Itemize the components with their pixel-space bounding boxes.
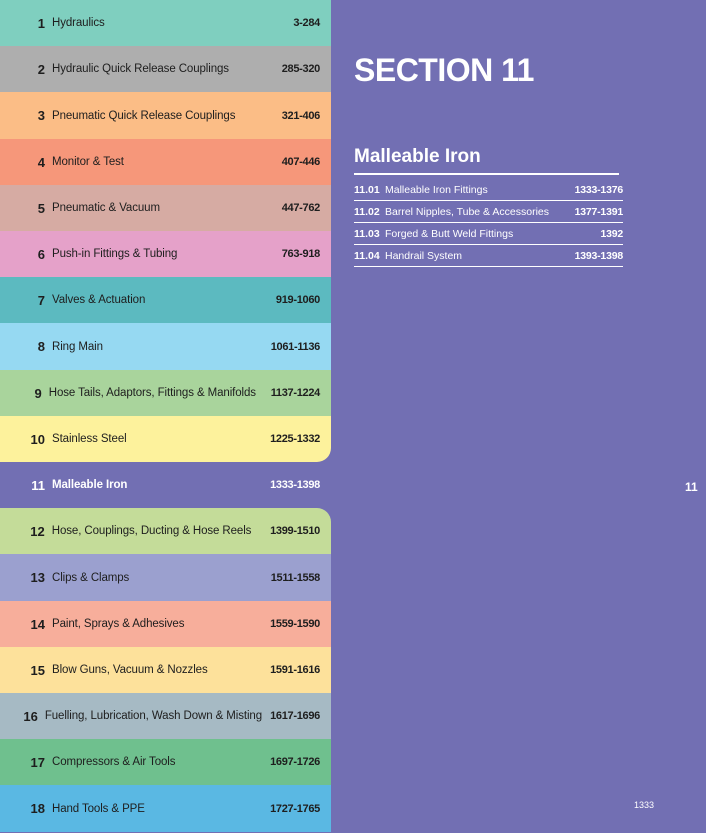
sidebar-item-1[interactable] xyxy=(0,0,331,46)
sidebar-item-number: 17 xyxy=(30,754,45,770)
sidebar-item-pages: 321-406 xyxy=(281,109,320,122)
sidebar-item-number: 12 xyxy=(30,523,45,539)
sidebar-item-number: 8 xyxy=(37,339,45,354)
section-item-title: Malleable Iron Fittings xyxy=(385,184,488,196)
sidebar-item-12[interactable] xyxy=(0,508,331,554)
sidebar-item-number: 9 xyxy=(34,385,42,401)
section-item-title: Forged & Butt Weld Fittings xyxy=(385,228,514,240)
sidebar-item-pages: 1225-1332 xyxy=(270,433,320,445)
sidebar-item-label: Hydraulic Quick Release Couplings xyxy=(52,63,229,75)
sidebar-item-17[interactable] xyxy=(0,739,331,785)
page-number: 1333 xyxy=(634,800,655,810)
section-item-range: 1393-1398 xyxy=(574,250,623,262)
sidebar-item-pages: 919-1060 xyxy=(275,294,320,306)
sidebar-item-2[interactable] xyxy=(0,46,331,92)
sidebar-item-4[interactable] xyxy=(0,139,331,185)
sidebar-item-number: 1 xyxy=(37,15,45,31)
sidebar-item-number: 7 xyxy=(37,292,45,308)
sidebar-item-label: Blow Guns, Vacuum & Nozzles xyxy=(52,664,208,676)
sidebar-item-11[interactable] xyxy=(0,462,331,508)
sidebar-item-13[interactable] xyxy=(0,554,331,601)
sidebar-item-label: Clips & Clamps xyxy=(52,571,130,584)
sidebar-item-8[interactable] xyxy=(0,323,331,370)
sidebar-item-label: Hose Tails, Adaptors, Fittings & Manifolds xyxy=(48,387,256,399)
section-item-range: 1392 xyxy=(600,228,623,240)
sidebar-item-number: 2 xyxy=(37,61,45,77)
sidebar-item-label: Ring Main xyxy=(52,340,103,353)
section-contents-item[interactable] xyxy=(354,180,623,201)
sidebar-item-3[interactable] xyxy=(0,92,331,139)
sidebar-item-pages: 3-284 xyxy=(293,17,320,29)
sidebar-item-5[interactable] xyxy=(0,185,331,231)
sidebar-item-label: Stainless Steel xyxy=(52,433,127,445)
sidebar-item-pages: 1061-1136 xyxy=(270,340,320,353)
sidebar-item-label: Malleable Iron xyxy=(52,479,128,491)
sidebar-item-label: Compressors & Air Tools xyxy=(52,756,176,768)
sidebar-item-10[interactable] xyxy=(0,416,331,462)
sidebar-item-label: Push-in Fittings & Tubing xyxy=(52,248,178,260)
section-contents-item[interactable] xyxy=(354,202,623,223)
section-item-code: 11.03 xyxy=(354,228,380,240)
sidebar-item-number: 10 xyxy=(30,431,45,447)
section-item-code: 11.02 xyxy=(354,206,380,218)
sidebar-item-number: 18 xyxy=(30,801,45,816)
sidebar-item-label: Fuelling, Lubrication, Wash Down & Misting xyxy=(44,710,262,722)
sidebar-item-pages: 447-762 xyxy=(281,202,320,214)
section-item-code: 11.01 xyxy=(354,184,380,196)
section-item-range: 1333-1376 xyxy=(574,184,623,196)
sidebar-item-number: 5 xyxy=(37,200,45,216)
sidebar-item-pages: 285-320 xyxy=(281,63,320,75)
sidebar-item-9[interactable] xyxy=(0,370,331,416)
sidebar-item-15[interactable] xyxy=(0,647,331,693)
section-contents xyxy=(354,146,623,267)
section-item-code: 11.04 xyxy=(354,250,380,262)
sidebar-item-number: 6 xyxy=(37,246,45,262)
sidebar-item-pages: 1727-1765 xyxy=(270,802,320,815)
sidebar-item-pages: 1617-1696 xyxy=(270,710,320,722)
section-contents-item[interactable] xyxy=(354,246,623,267)
section-item-title: Handrail System xyxy=(385,250,463,262)
sidebar-item-label: Hose, Couplings, Ducting & Hose Reels xyxy=(51,525,252,537)
section-heading: Malleable Iron xyxy=(354,146,619,175)
sidebar-item-pages: 1137-1224 xyxy=(270,387,320,399)
sidebar-item-pages: 1333-1398 xyxy=(270,479,320,491)
sidebar-item-pages: 763-918 xyxy=(281,248,320,260)
sidebar-item-pages: 1697-1726 xyxy=(270,756,320,768)
sidebar-item-18[interactable] xyxy=(0,785,331,832)
sidebar-item-label: Hydraulics xyxy=(52,17,105,29)
section-contents-item[interactable] xyxy=(354,224,623,245)
sidebar-item-number: 14 xyxy=(30,616,45,632)
sidebar-item-16[interactable] xyxy=(0,693,331,739)
sidebar-item-pages: 1591-1616 xyxy=(270,664,320,676)
section-title: SECTION 11 xyxy=(354,52,534,88)
section-item-title: Barrel Nipples, Tube & Accessories xyxy=(385,206,549,218)
sidebar-item-label: Valves & Actuation xyxy=(52,294,146,306)
section-index-sidebar xyxy=(0,0,331,833)
sidebar-item-pages: 1399-1510 xyxy=(270,525,320,537)
sidebar-item-number: 16 xyxy=(23,708,38,724)
sidebar-item-label: Paint, Sprays & Adhesives xyxy=(52,618,185,630)
sidebar-item-pages: 1559-1590 xyxy=(270,618,320,630)
sidebar-item-label: Pneumatic Quick Release Couplings xyxy=(52,109,236,122)
sidebar-item-number: 13 xyxy=(30,570,45,585)
sidebar-item-number: 11 xyxy=(31,477,45,493)
section-tab-marker: 11 xyxy=(685,480,698,494)
section-contents-list xyxy=(354,180,623,267)
section-item-range: 1377-1391 xyxy=(574,206,623,218)
sidebar-item-label: Monitor & Test xyxy=(52,156,124,168)
sidebar-item-pages: 1511-1558 xyxy=(270,571,320,584)
sidebar-item-number: 15 xyxy=(30,662,45,678)
sidebar-item-number: 4 xyxy=(37,154,45,170)
sidebar-item-7[interactable] xyxy=(0,277,331,323)
sidebar-item-6[interactable] xyxy=(0,231,331,277)
sidebar-item-label: Pneumatic & Vacuum xyxy=(52,202,160,214)
sidebar-item-label: Hand Tools & PPE xyxy=(52,802,145,815)
sidebar-item-14[interactable] xyxy=(0,601,331,647)
sidebar-item-pages: 407-446 xyxy=(281,156,320,168)
sidebar-item-number: 3 xyxy=(37,108,45,123)
